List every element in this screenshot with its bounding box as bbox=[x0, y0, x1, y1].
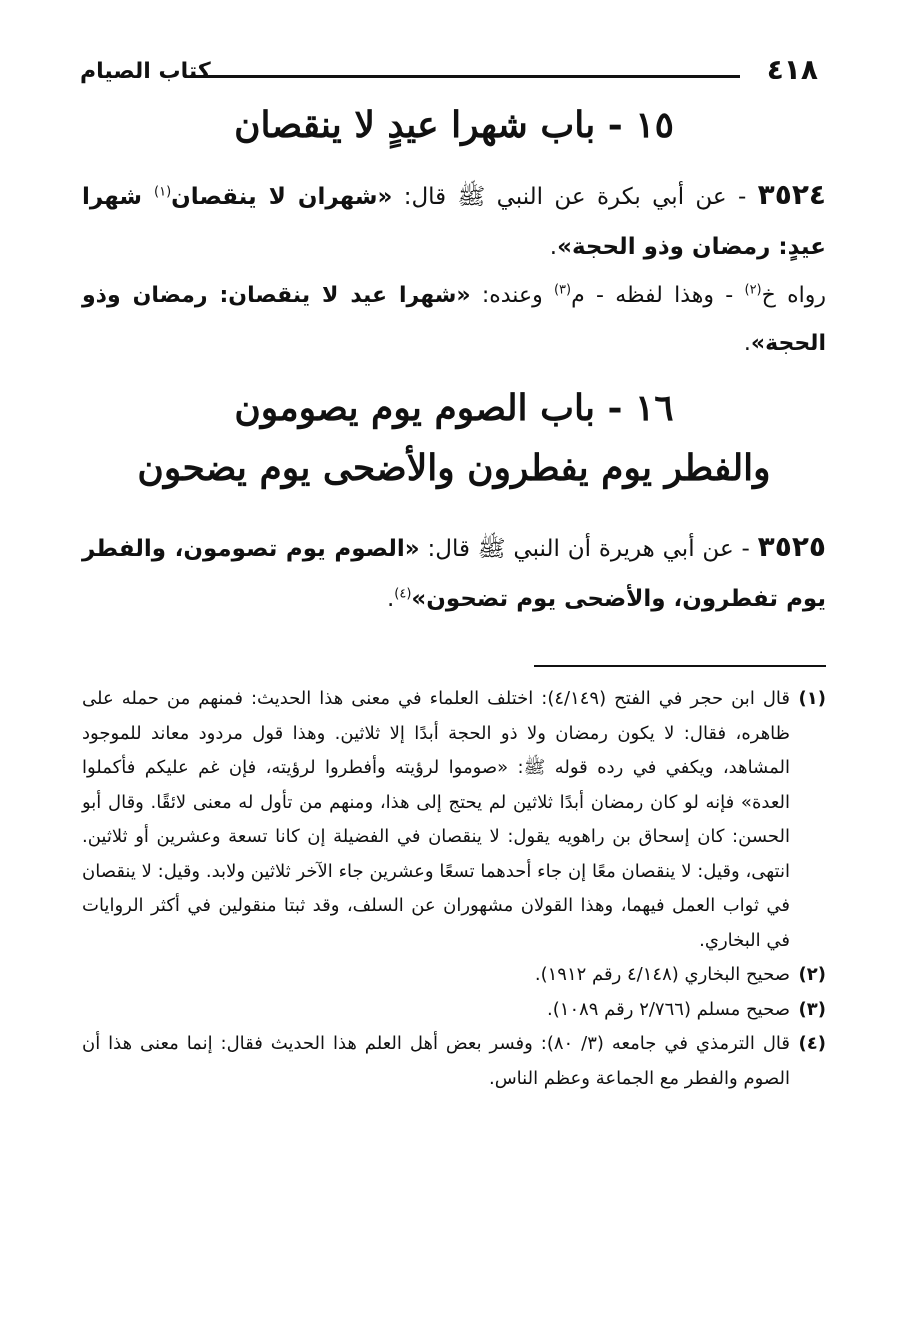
footnote-number: (١) bbox=[798, 688, 826, 709]
book-title: كتاب الصيام bbox=[80, 59, 211, 84]
footnote-text: صحيح البخاري (٤/١٤٨ رقم ١٩١٢). bbox=[534, 964, 790, 985]
hadith-intro: - عن أبي هريرة أن النبي ﷺ قال: bbox=[419, 536, 750, 562]
footnote-4 bbox=[82, 1027, 826, 1096]
hadith-quote-continued: شهرا عيدٍ: رمضان وذو الحجة» bbox=[82, 184, 826, 260]
footnote-separator bbox=[534, 665, 826, 667]
footnotes bbox=[82, 682, 826, 1096]
hadith-number: ٣٥٢٥ bbox=[757, 530, 827, 563]
riwaya-text-2: وعنده: bbox=[470, 283, 554, 308]
riwaya-end: . bbox=[743, 331, 751, 356]
footnote-number: (٢) bbox=[798, 964, 826, 985]
chapter-heading-16-line2: والفطر يوم يفطرون والأضحى يوم يضحون bbox=[137, 447, 771, 489]
hadith-3525 bbox=[82, 522, 826, 624]
footnote-text: قال ابن حجر في الفتح (٤/١٤٩): اختلف العلماء في معنى هذا الحديث: فمنهم من حمله على ظاهره، فقال: لا يكون رمضان ولا ذو الحجة أبدًا إلا ثلاثين. وهذا قول مردود معاند للموجود المشاهد، ويكفي في رده قوله ﷺ: «صوموا لرؤيته وأفطروا لرؤيته، فإن غم عليكم فأكملوا العدة» فإنه لو كان رمضان أبدًا ثلاثين لم يحتج إلى هذا، ومنهم من تأول له معنى لائقًا. وقال أبو الحسن: كان إسحاق بن راهويه يقول: لا ينقصان في الفضيلة إن كانا تسعة وعشرين أو ثلاثين. انتهى، وقيل: لا ينقصان معًا إن جاء أحدهما تسعًا وعشرين جاء الآخر ثلاثين ولابد. وقيل: لا ينقصان في ثواب العمل فيهما، وهذا القولان مشهوران عن السلف، وقد ثبتا منقولين في أكثر الروايات في البخاري. bbox=[82, 688, 790, 951]
footnote-2 bbox=[82, 958, 826, 993]
riwaya-quote: «شهرا عيد لا ينقصان: رمضان وذو الحجة» bbox=[82, 283, 826, 356]
hadith-quote: «شهران لا ينقصان bbox=[171, 184, 393, 210]
hadith-3524 bbox=[82, 170, 826, 272]
footnote-ref-3[interactable]: (٣) bbox=[553, 282, 572, 298]
footnote-number: (٤) bbox=[798, 1033, 826, 1054]
footnote-number: (٣) bbox=[798, 998, 826, 1020]
footnote-1 bbox=[82, 682, 826, 958]
footnote-ref-1[interactable]: (١) bbox=[154, 184, 172, 200]
chapter-heading-16-line1: ١٦ - باب الصوم يوم يصومون bbox=[234, 387, 674, 429]
riwaya-source: رواه خ bbox=[761, 283, 826, 308]
footnote-text: قال الترمذي في جامعه (٣/ ٨٠): وفسر بعض أهل العلم هذا الحديث فقال: إنما معنى هذا أن الصوم والفطر مع الجماعة وعظم الناس. bbox=[82, 1033, 790, 1089]
footnote-ref-2[interactable]: (٢) bbox=[744, 282, 762, 298]
hadith-end: . bbox=[549, 234, 558, 260]
hadith-end: . bbox=[386, 586, 395, 612]
page-number: ٤١٨ bbox=[766, 53, 818, 86]
page-header bbox=[80, 50, 818, 90]
footnote-text: صحيح مسلم (٢/٧٦٦ رقم ١٠٨٩). bbox=[547, 998, 790, 1020]
chapter-heading-15: ١٥ - باب شهرا عيدٍ لا ينقصان bbox=[234, 104, 674, 146]
hadith-intro: - عن أبي بكرة عن النبي ﷺ قال: bbox=[392, 184, 747, 210]
hadith-number: ٣٥٢٤ bbox=[757, 178, 826, 211]
footnote-ref-4[interactable]: (٤) bbox=[394, 586, 412, 602]
chapter-heading-16 bbox=[80, 378, 828, 498]
footnote-3 bbox=[82, 993, 826, 1028]
header-rule bbox=[190, 75, 740, 78]
riwaya-text: - وهذا لفظه - م bbox=[571, 283, 745, 308]
hadith-quote: «الصوم يوم تصومون، والفطر يوم تفطرون، والأضحى يوم تضحون» bbox=[82, 536, 826, 612]
riwaya-3524 bbox=[82, 272, 826, 368]
